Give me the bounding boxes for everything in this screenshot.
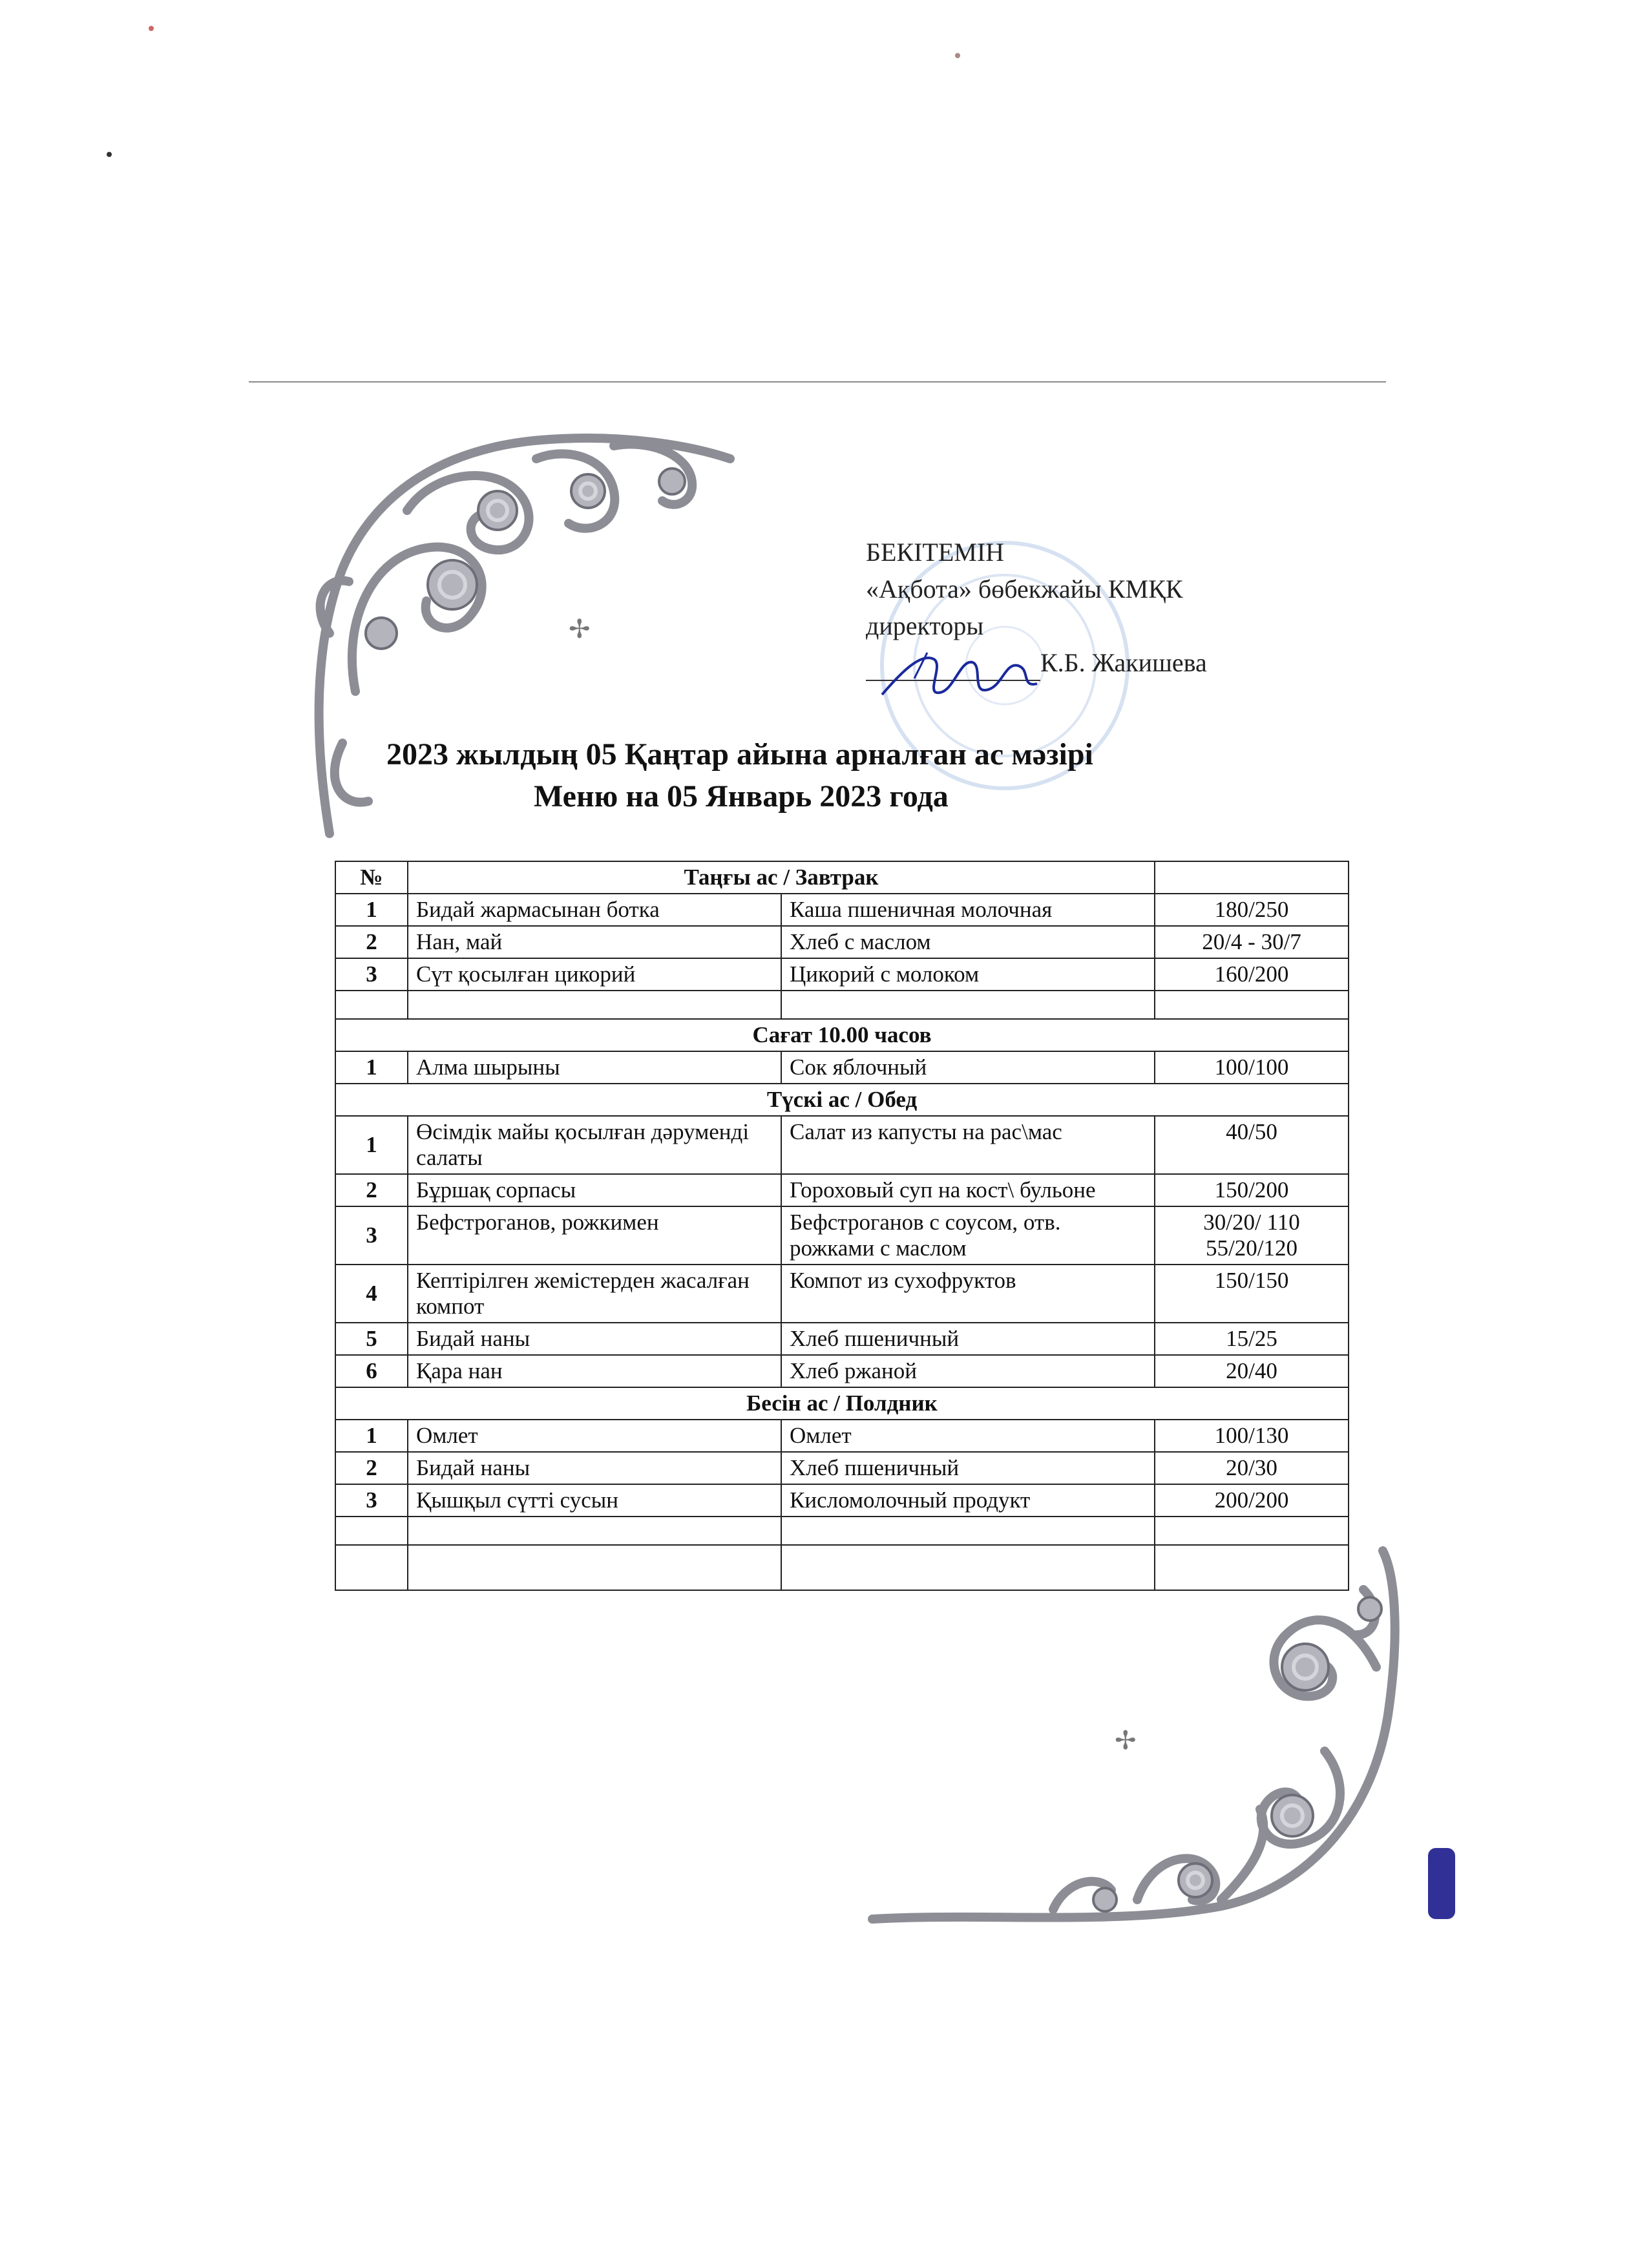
dish-russian: Компот из сухофруктов (781, 1265, 1155, 1323)
table-row: 1 Бидай жармасынан ботка Каша пшеничная молочная 180/250 (335, 894, 1349, 926)
section-row (335, 1084, 1349, 1116)
approval-position: директоры (866, 611, 984, 640)
header-number: № (335, 861, 408, 894)
star-ornament-icon: ✢ (569, 614, 591, 644)
dish-kazakh: Бидай наны (408, 1452, 781, 1484)
portion: 20/40 (1155, 1355, 1349, 1387)
dish-kazakh: Қышқыл сүтті сусын (408, 1484, 781, 1517)
portion: 15/25 (1155, 1323, 1349, 1355)
dish-kazakh: Нан, май (408, 926, 781, 958)
scan-speck (107, 152, 112, 157)
dish-russian: Бефстроганов с соусом, отв. рожками с маслом (781, 1206, 1155, 1265)
menu-title-russian: Меню на 05 Январь 2023 года (534, 779, 949, 814)
dish-kazakh: Бидай наны (408, 1323, 781, 1355)
scan-speck (955, 53, 960, 58)
ink-smudge (1428, 1848, 1455, 1919)
portion: 20/30 (1155, 1452, 1349, 1484)
table-header-row (335, 861, 1349, 894)
dish-russian: Кисломолочный продукт (781, 1484, 1155, 1517)
portion: 160/200 (1155, 958, 1349, 991)
section-row (335, 1387, 1349, 1420)
approval-title: БЕКІТЕМІН (866, 538, 1005, 567)
dish-kazakh: Бидай жармасынан ботка (408, 894, 781, 926)
section-afternoon-title: Бесін ас / Полдник (335, 1387, 1349, 1420)
menu-title-kazakh: 2023 жылдың 05 Қаңтар айына арналған ас мәзірі (386, 737, 1093, 772)
dish-russian: Салат из капусты на рас\мас (781, 1116, 1155, 1174)
dish-kazakh: Бұршақ сорпасы (408, 1174, 781, 1206)
dish-russian: Хлеб ржаной (781, 1355, 1155, 1387)
portion: 150/150 (1155, 1265, 1349, 1323)
portion: 20/4 - 30/7 (1155, 926, 1349, 958)
table-row: 5 Бидай наны Хлеб пшеничный 15/25 (335, 1323, 1349, 1355)
approval-signatory: К.Б. Жакишева (1040, 648, 1207, 677)
handwritten-signature (876, 633, 1050, 711)
dish-russian: Хлеб с маслом (781, 926, 1155, 958)
table-row: 1 Алма шырыны Сок яблочный 100/100 (335, 1051, 1349, 1084)
menu-table (335, 861, 1349, 1591)
top-rule (249, 381, 1386, 383)
portion: 100/130 (1155, 1420, 1349, 1452)
ornament-bottom-right (859, 1538, 1415, 1945)
table-row: 6 Қара нан Хлеб ржаной 20/40 (335, 1355, 1349, 1387)
dish-kazakh: Өсімдік майы қосылған дәруменді салаты (408, 1116, 781, 1174)
table-row: 2 Бидай наны Хлеб пшеничный 20/30 (335, 1452, 1349, 1484)
dish-russian: Сок яблочный (781, 1051, 1155, 1084)
dish-kazakh: Бефстроганов, рожкимен (408, 1206, 781, 1265)
dish-russian: Цикорий с молоком (781, 958, 1155, 991)
dish-russian: Каша пшеничная молочная (781, 894, 1155, 926)
dish-kazakh: Омлет (408, 1420, 781, 1452)
table-row: 2 Нан, май Хлеб с маслом 20/4 - 30/7 (335, 926, 1349, 958)
section-lunch-title: Түскі ас / Обед (335, 1084, 1349, 1116)
dish-kazakh: Кептірілген жемістерден жасалған компот (408, 1265, 781, 1323)
portion: 150/200 (1155, 1174, 1349, 1206)
dish-kazakh: Қара нан (408, 1355, 781, 1387)
portion: 40/50 (1155, 1116, 1349, 1174)
dish-russian: Гороховый суп на кост\ бульоне (781, 1174, 1155, 1206)
star-ornament-icon: ✢ (1115, 1726, 1137, 1755)
dish-russian: Хлеб пшеничный (781, 1323, 1155, 1355)
section-snack-title: Сағат 10.00 часов (335, 1019, 1349, 1051)
section-row (335, 1019, 1349, 1051)
portion: 180/250 (1155, 894, 1349, 926)
table-row: 3 Сүт қосылған цикорий Цикорий с молоком 160/200 (335, 958, 1349, 991)
section-breakfast-title: Таңғы ас / Завтрак (408, 861, 1155, 894)
table-row: 1 Омлет Омлет 100/130 (335, 1420, 1349, 1452)
dish-kazakh: Сүт қосылған цикорий (408, 958, 781, 991)
approval-organization: «Ақбота» бөбекжайы КМҚК (866, 574, 1183, 604)
dish-russian: Хлеб пшеничный (781, 1452, 1155, 1484)
empty-row (335, 991, 1349, 1019)
table-row: 4 Кептірілген жемістерден жасалған компот Компот из сухофруктов 150/150 (335, 1265, 1349, 1323)
scan-speck (149, 26, 154, 31)
dish-russian: Омлет (781, 1420, 1155, 1452)
table-row: 1 Өсімдік майы қосылған дәруменді салаты Салат из капусты на рас\мас 40/50 (335, 1116, 1349, 1174)
table-row: 2 Бұршақ сорпасы Гороховый суп на кост\ бульоне 150/200 (335, 1174, 1349, 1206)
table-row: 3 Бефстроганов, рожкимен Бефстроганов с соусом, отв. рожками с маслом 30/20/ 110 55/20/120 (335, 1206, 1349, 1265)
table-row: 3 Қышқыл сүтті сусын Кисломолочный продукт 200/200 (335, 1484, 1349, 1517)
portion: 200/200 (1155, 1484, 1349, 1517)
portion: 100/100 (1155, 1051, 1349, 1084)
portion: 30/20/ 110 55/20/120 (1155, 1206, 1349, 1265)
dish-kazakh: Алма шырыны (408, 1051, 781, 1084)
